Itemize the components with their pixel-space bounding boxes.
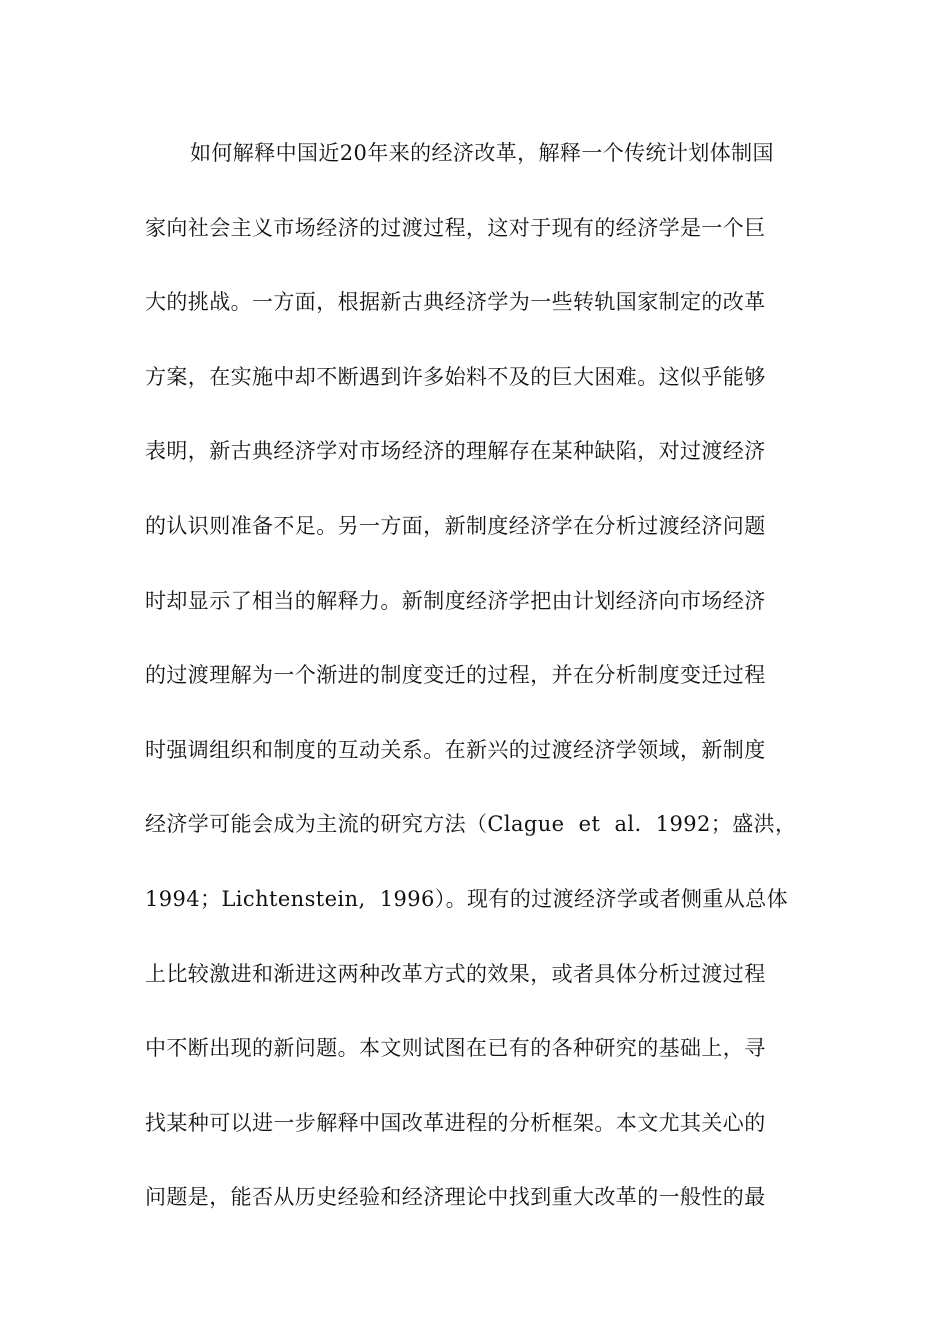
text-line: 家向社会主义市场经济的过渡过程，这对于现有的经济学是一个巨 xyxy=(145,215,766,240)
text-line: 问题是，能否从历史经验和经济理论中找到重大改革的一般性的最 xyxy=(145,1185,766,1210)
text-line: 上比较激进和渐进这两种改革方式的效果，或者具体分析过渡过程 xyxy=(145,961,766,986)
text-line: 的过渡理解为一个渐进的制度变迁的过程，并在分析制度变迁过程 xyxy=(145,663,766,688)
text-line: 1994；Lichtenstein, 1996）。现有的过渡经济学或者侧重从总体 xyxy=(145,886,789,911)
text-line: 中不断出现的新问题。本文则试图在已有的各种研究的基础上，寻 xyxy=(145,1036,766,1061)
text-line: 大的挑战。一方面，根据新古典经济学为一些转轨国家制定的改革 xyxy=(145,290,766,315)
text-line: 如何解释中国近20年来的经济改革，解释一个传统计划体制国 xyxy=(190,141,774,165)
text-line: 经济学可能会成为主流的研究方法（Clague et al. 1992；盛洪， xyxy=(145,812,797,837)
text-line: 时强调组织和制度的互动关系。在新兴的过渡经济学领域，新制度 xyxy=(145,737,766,762)
body-paragraph xyxy=(145,134,825,1253)
text-line: 的认识则准备不足。另一方面，新制度经济学在分析过渡经济问题 xyxy=(145,513,766,538)
text-line: 时却显示了相当的解释力。新制度经济学把由计划经济向市场经济 xyxy=(145,588,766,613)
text-line: 表明，新古典经济学对市场经济的理解存在某种缺陷，对过渡经济 xyxy=(145,439,766,464)
text-line: 找某种可以进一步解释中国改革进程的分析框架。本文尤其关心的 xyxy=(145,1110,766,1135)
text-line: 方案，在实施中却不断遇到许多始料不及的巨大困难。这似乎能够 xyxy=(145,364,766,389)
